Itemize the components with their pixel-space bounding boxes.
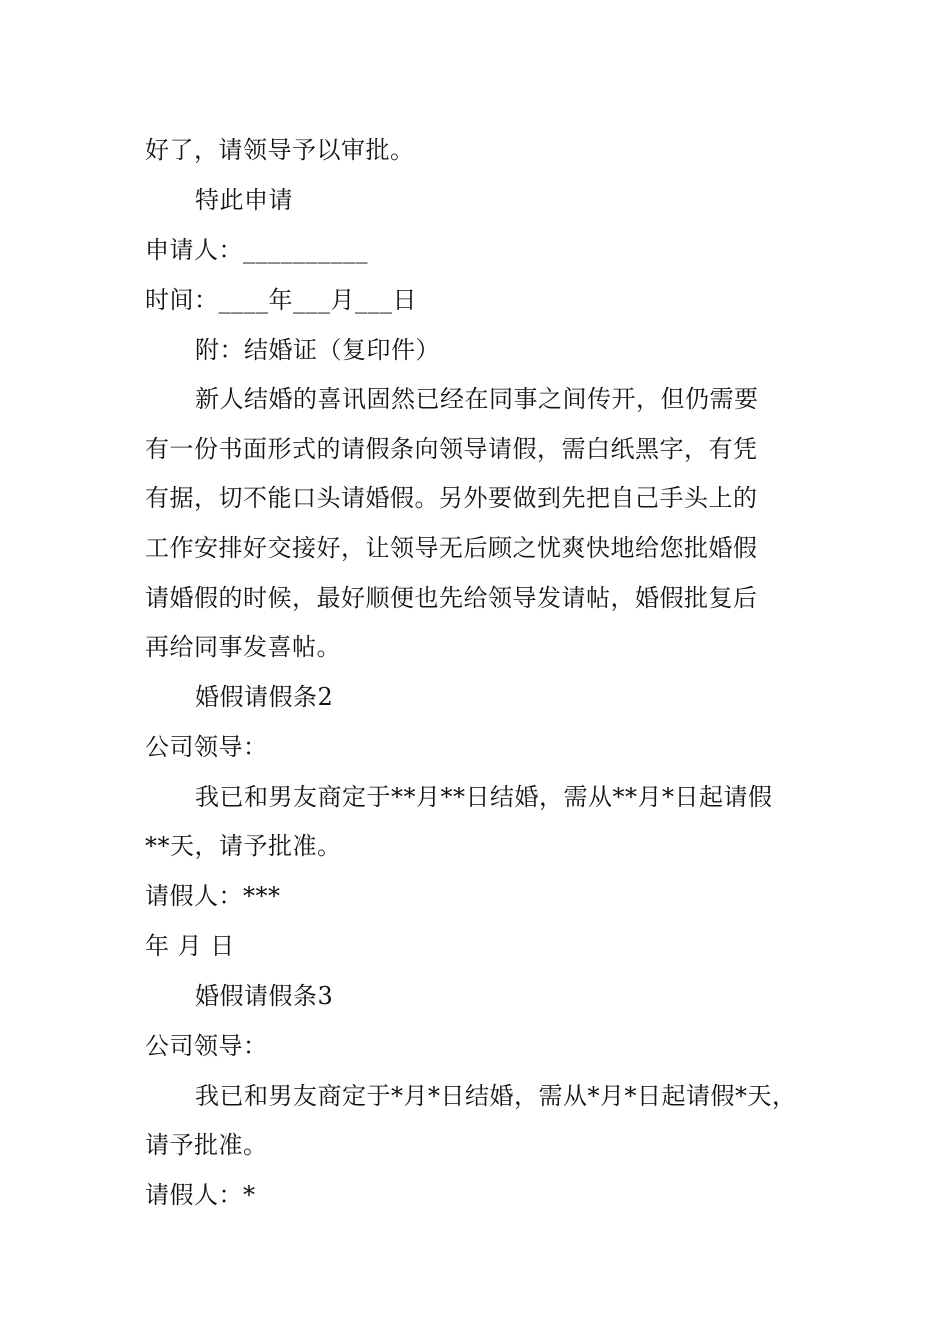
paragraph-line: 工作安排好交接好，让领导无后顾之忧爽快地给您批婚假 [145,534,758,562]
paragraph-line: 请婚假的时候，最好顺便也先给领导发请帖，婚假批复后 [145,584,758,612]
paragraph-line: 新人结婚的喜讯固然已经在同事之间传开，但仍需要 [195,385,759,413]
text-line-applicant: 申请人：__________ [145,236,368,264]
salutation: 公司领导： [145,1032,268,1060]
paragraph-line: 我已和男友商定于**月**日结婚，需从**月*日起请假 [195,783,773,811]
paragraph-line: 再给同事发喜帖。 [145,633,341,661]
text-line-requester: 请假人：*** [145,882,281,910]
section-heading: 婚假请假条2 [195,683,334,711]
text-line-date: 时间：____年___月___日 [145,286,417,314]
text-line-attachment: 附：结婚证（复印件） [195,336,440,364]
section-heading: 婚假请假条3 [195,982,334,1010]
paragraph-line: 我已和男友商定于*月*日结婚，需从*月*日起请假*天， [195,1082,797,1110]
paragraph-line: 有一份书面形式的请假条向领导请假，需白纸黑字，有凭 [145,435,758,463]
salutation: 公司领导： [145,733,268,761]
text-line-closing: 特此申请 [195,186,293,214]
paragraph-line: 请予批准。 [145,1131,268,1159]
text-line-requester: 请假人：* [145,1181,256,1209]
text-line-approval-request: 好了，请领导予以审批。 [145,136,415,164]
paragraph-line: **天，请予批准。 [145,832,342,860]
text-line-date: 年 月 日 [145,932,235,960]
paragraph-line: 有据，切不能口头请婚假。另外要做到先把自己手头上的 [145,484,758,512]
